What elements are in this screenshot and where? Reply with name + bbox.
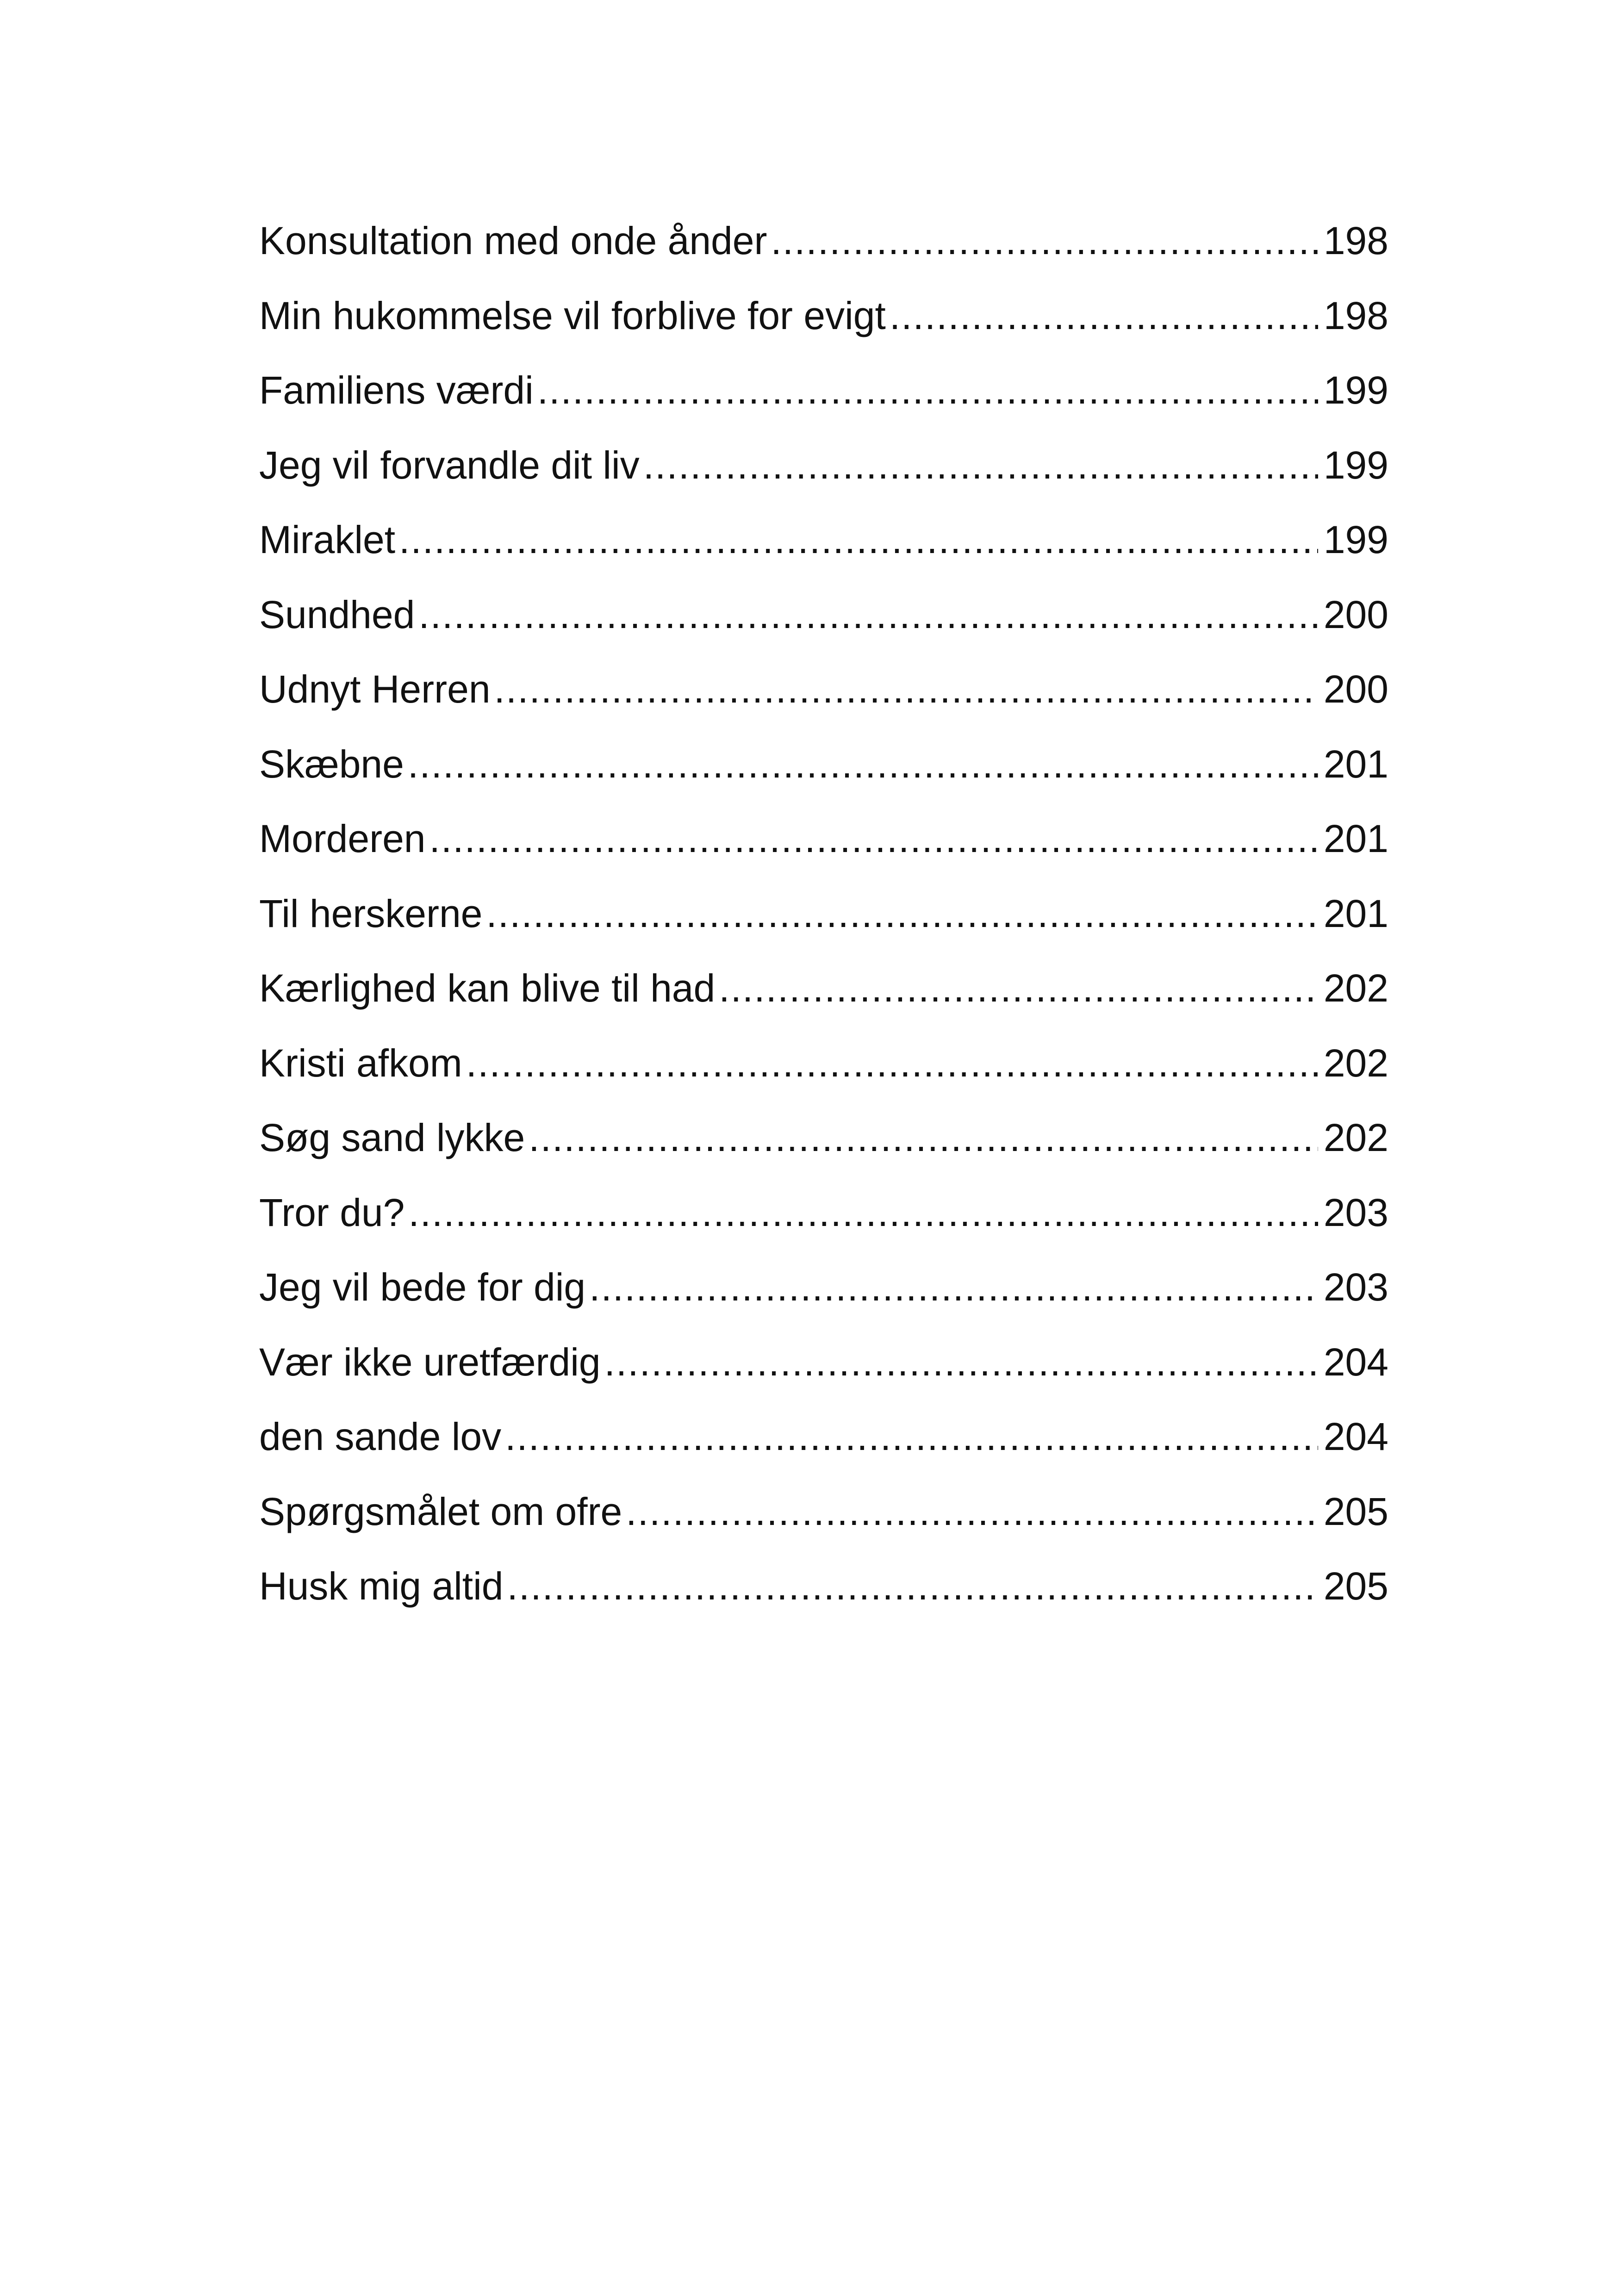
toc-entry-title: Kristi afkom [259,1041,462,1085]
toc-page-number: 199 [1323,368,1388,412]
toc-page-number: 205 [1323,1489,1388,1533]
table-of-contents [259,204,1388,1624]
toc-dot-leader [486,877,1318,952]
toc-dot-leader [626,1475,1318,1549]
toc-entry[interactable] [259,1101,1388,1176]
toc-dot-leader [589,1250,1318,1325]
toc-page-number: 204 [1323,1415,1388,1458]
toc-dot-leader [466,1026,1318,1101]
toc-entry[interactable] [259,1549,1388,1624]
toc-page-number: 203 [1323,1190,1388,1234]
toc-page-number: 200 [1323,667,1388,711]
toc-entry[interactable] [259,877,1388,952]
toc-entry-title: Skæbne [259,742,404,786]
toc-page-number: 199 [1323,518,1388,561]
toc-entry-title: Husk mig altid [259,1564,504,1608]
toc-page-number: 199 [1323,443,1388,487]
toc-page-number: 201 [1323,742,1388,786]
toc-page-number: 201 [1323,817,1388,860]
toc-dot-leader [890,279,1318,354]
toc-entry-title: Jeg vil bede for dig [259,1265,586,1309]
toc-entry-title: Familiens værdi [259,368,534,412]
toc-page-number: 200 [1323,592,1388,636]
toc-entry-title: Jeg vil forvandle dit liv [259,443,640,487]
toc-entry-title: Miraklet [259,518,396,561]
toc-dot-leader [408,1176,1318,1251]
toc-page-number: 198 [1323,219,1388,262]
toc-page-number: 204 [1323,1340,1388,1384]
toc-dot-leader [604,1325,1318,1400]
toc-entry-title: Tror du? [259,1190,405,1234]
toc-dot-leader [399,503,1318,578]
toc-dot-leader [429,802,1318,877]
toc-dot-leader [418,578,1318,653]
toc-entry-title: Morderen [259,817,426,860]
toc-entry-title: den sande lov [259,1415,502,1458]
toc-entry-title: Søg sand lykke [259,1116,525,1159]
toc-dot-leader [505,1400,1318,1475]
toc-entry-title: Min hukommelse vil forblive for evigt [259,293,886,337]
toc-entry[interactable] [259,1325,1388,1400]
toc-entry-title: Til herskerne [259,891,483,935]
toc-dot-leader [529,1101,1318,1176]
toc-entry[interactable] [259,204,1388,279]
toc-page-number: 198 [1323,293,1388,337]
toc-entry[interactable] [259,727,1388,802]
toc-dot-leader [507,1549,1318,1624]
toc-entry-title: Konsultation med onde ånder [259,219,767,262]
toc-entry-title: Spørgsmålet om ofre [259,1489,622,1533]
toc-entry-title: Udnyt Herren [259,667,491,711]
toc-entry[interactable] [259,1475,1388,1549]
toc-entry[interactable] [259,802,1388,877]
toc-entry[interactable] [259,578,1388,653]
toc-entry[interactable] [259,951,1388,1026]
toc-dot-leader [537,353,1318,428]
toc-entry-title: Kærlighed kan blive til had [259,966,716,1010]
toc-page-number: 201 [1323,891,1388,935]
toc-page-number: 203 [1323,1265,1388,1309]
toc-entry[interactable] [259,1400,1388,1475]
toc-entry[interactable] [259,279,1388,354]
toc-page-number: 202 [1323,1116,1388,1159]
toc-entry[interactable] [259,428,1388,503]
toc-dot-leader [719,951,1318,1026]
toc-dot-leader [771,204,1318,279]
toc-page-number: 205 [1323,1564,1388,1608]
toc-entry-title: Vær ikke uretfærdig [259,1340,601,1384]
toc-entry[interactable] [259,652,1388,727]
toc-entry[interactable] [259,1250,1388,1325]
toc-page-number: 202 [1323,1041,1388,1085]
toc-entry[interactable] [259,503,1388,578]
toc-entry[interactable] [259,1026,1388,1101]
toc-entry-title: Sundhed [259,592,415,636]
toc-entry[interactable] [259,353,1388,428]
toc-page-number: 202 [1323,966,1388,1010]
toc-dot-leader [408,727,1318,802]
toc-dot-leader [494,652,1318,727]
toc-entry[interactable] [259,1176,1388,1251]
toc-dot-leader [643,428,1318,503]
